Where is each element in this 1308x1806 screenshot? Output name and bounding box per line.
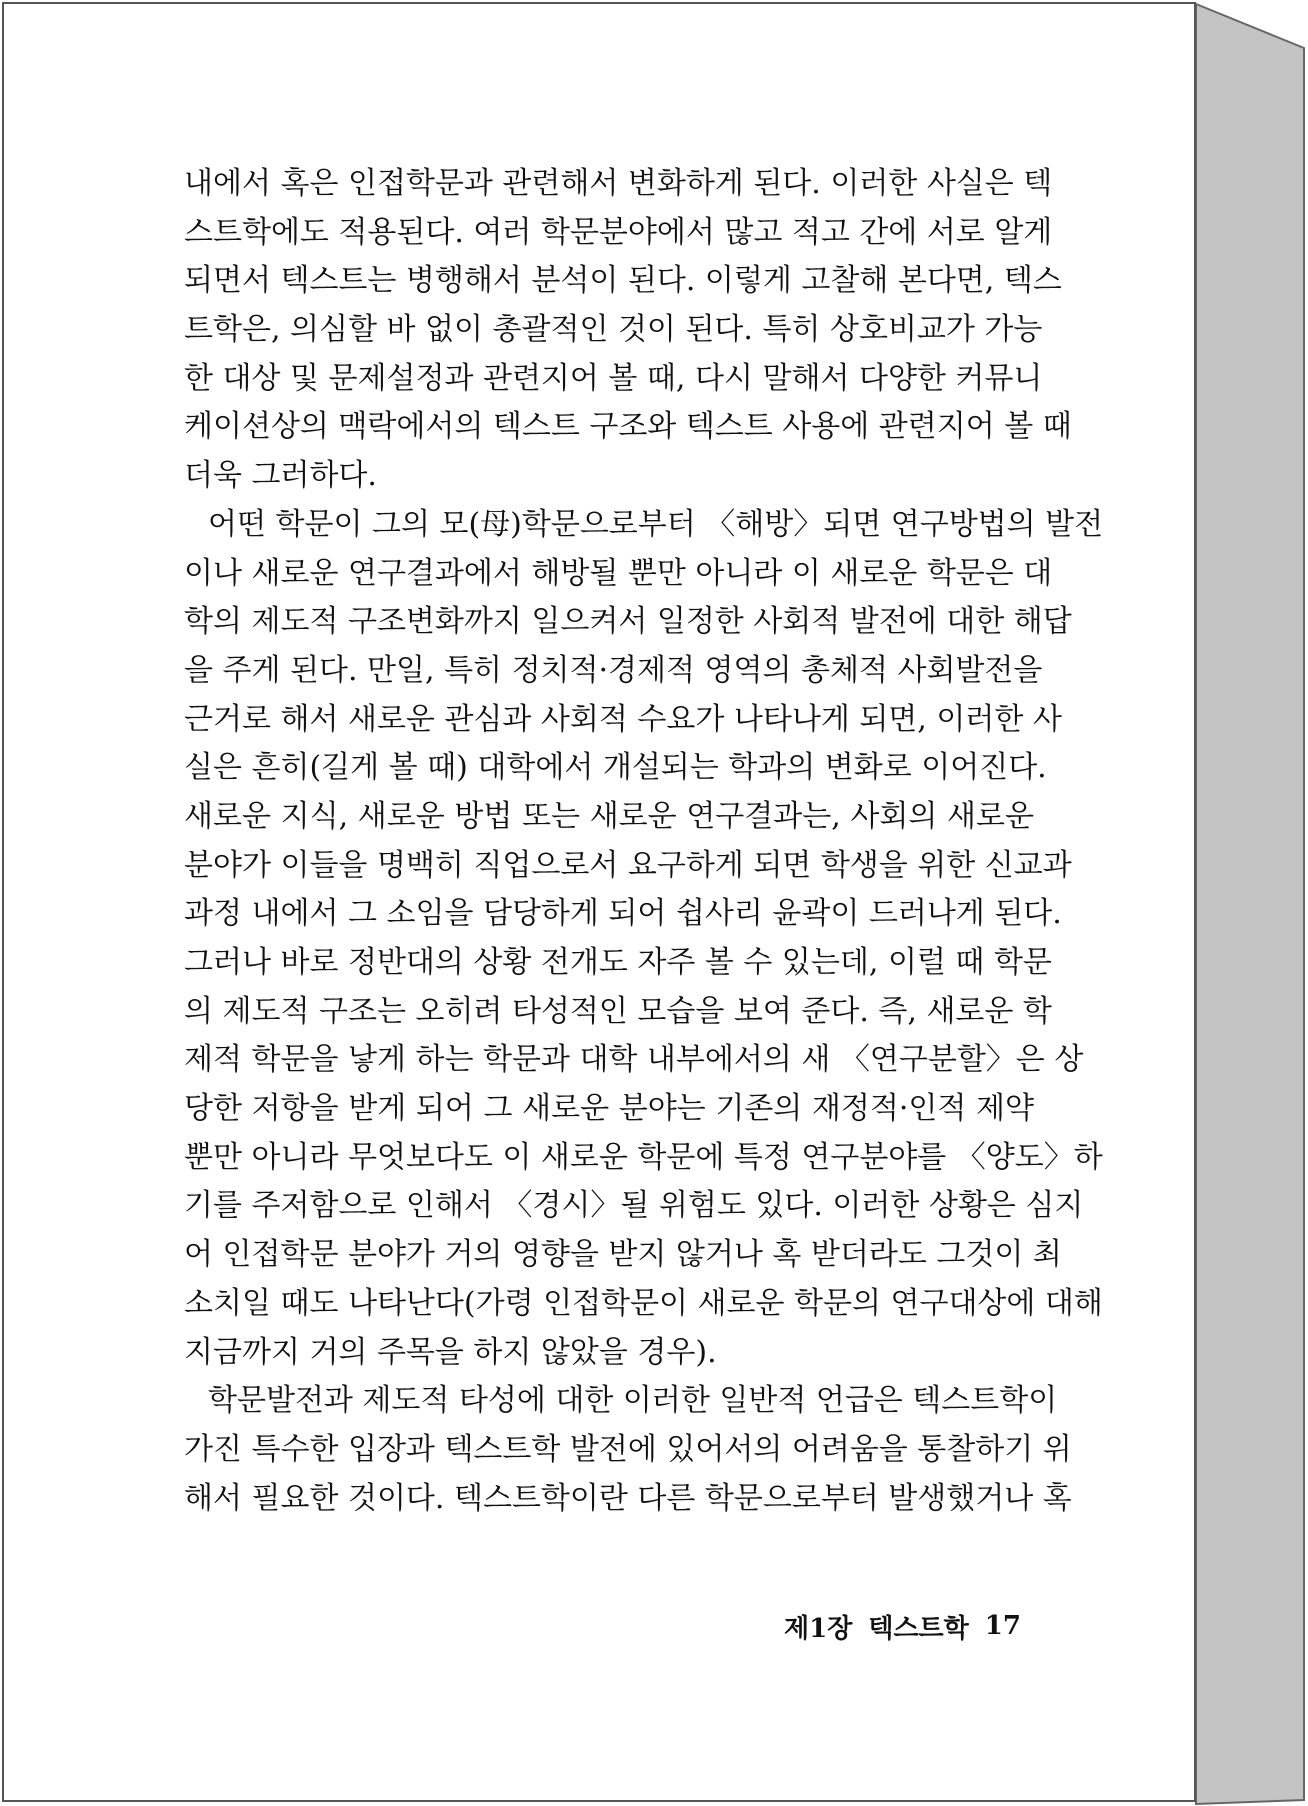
text-line: 어떤 학문이 그의 모(母)학문으로부터 〈해방〉되면 연구방법의 발전	[208, 506, 1104, 542]
text-line: 소치일 때도 나타난다(가령 인접학문이 새로운 학문의 연구대상에 대해	[184, 1285, 1103, 1321]
running-footer	[784, 1604, 1021, 1648]
text-line: 당한 저항을 받게 되어 그 새로운 분야는 기존의 재정적·인적 제약	[184, 1091, 1034, 1127]
text-line: 새로운 지식, 새로운 방법 또는 새로운 연구결과는, 사회의 새로운	[184, 798, 1034, 834]
text-line: 실은 흔히(길게 볼 때) 대학에서 개설되는 학과의 변화로 이어진다.	[184, 750, 1047, 786]
page	[2, 2, 1196, 1802]
text-line: 어 인접학문 분야가 거의 영향을 받지 않거나 혹 받더라도 그것이 최	[184, 1237, 1062, 1273]
text-line: 스트학에도 적용된다. 여러 학문분야에서 많고 적고 간에 서로 알게	[184, 214, 1053, 250]
text-line: 가진 특수한 입장과 텍스트학 발전에 있어서의 어려움을 통찰하기 위	[184, 1431, 1072, 1467]
text-line: 트학은, 의심할 바 없이 총괄적인 것이 된다. 특히 상호비교가 가능	[184, 312, 1043, 348]
text-line: 더욱 그러하다.	[184, 458, 377, 494]
text-line: 의 제도적 구조는 오히려 타성적인 모습을 보여 준다. 즉, 새로운 학	[184, 993, 1052, 1029]
text-line: 제적 학문을 낳게 하는 학문과 대학 내부에서의 새 〈연구분할〉은 상	[184, 1042, 1084, 1078]
body-text	[184, 160, 1104, 1523]
text-line: 이나 새로운 연구결과에서 해방될 뿐만 아니라 이 새로운 학문은 대	[184, 555, 1053, 591]
text-line: 분야가 이들을 명백히 직업으로서 요구하게 되면 학생을 위한 신교과	[184, 847, 1072, 883]
text-line: 케이션상의 맥락에서의 텍스트 구조와 텍스트 사용에 관련지어 볼 때	[184, 409, 1072, 445]
page-number: 17	[984, 1611, 1021, 1641]
text-line: 해서 필요한 것이다. 텍스트학이란 다른 학문으로부터 발생했거나 혹	[184, 1480, 1072, 1516]
text-line: 뿐만 아니라 무엇보다도 이 새로운 학문에 특정 연구분야를 〈양도〉하	[184, 1139, 1103, 1175]
text-line: 내에서 혹은 인접학문과 관련해서 변화하게 된다. 이러한 사실은 텍	[184, 166, 1053, 201]
text-line: 근거로 해서 새로운 관심과 사회적 수요가 나타나게 되면, 이러한 사	[184, 701, 1062, 737]
text-line: 지금까지 거의 주목을 하지 않았을 경우).	[184, 1334, 717, 1370]
text-line: 되면서 텍스트는 병행해서 분석이 된다. 이렇게 고찰해 본다면, 텍스	[184, 263, 1062, 299]
text-line: 그러나 바로 정반대의 상황 전개도 자주 볼 수 있는데, 이럴 때 학문	[184, 945, 1052, 980]
text-line: 을 주게 된다. 만일, 특히 정치적·경제적 영역의 총체적 사회발전을	[184, 652, 1043, 688]
text-line: 학의 제도적 구조변화까지 일으켜서 일정한 사회적 발전에 대한 해답	[184, 604, 1072, 640]
text-line: 기를 주저함으로 인해서 〈경시〉될 위험도 있다. 이러한 상황은 심지	[184, 1188, 1084, 1224]
text-line: 한 대상 및 문제설정과 관련지어 볼 때, 다시 말해서 다양한 커뮤니	[184, 360, 1043, 396]
text-line: 학문발전과 제도적 타성에 대한 이러한 일반적 언급은 텍스트학이	[208, 1383, 1058, 1419]
chapter-title: 텍스트학	[868, 1613, 969, 1644]
text-line: 과정 내에서 그 소임을 담당하게 되어 쉽사리 윤곽이 드러나게 된다.	[184, 896, 1062, 932]
chapter-label: 제1장	[784, 1613, 853, 1644]
